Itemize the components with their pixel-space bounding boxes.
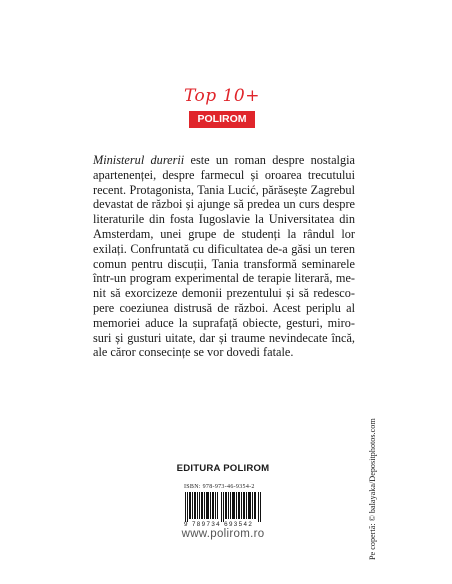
- blurb-line: devastat de război și ajunge să predea un curs despre: [93, 197, 355, 212]
- blurb-line: pere coeziunea distrusă de război. Acest periplu al: [93, 300, 355, 315]
- publisher-name: EDITURA POLIROM: [176, 463, 270, 474]
- blurb-line: suri și gusturi uitate, dar și traume nevindecate încă,: [93, 330, 355, 345]
- barcode-number: 9 789734 693542: [184, 521, 254, 528]
- blurb-line: apartenenței, despre farmecul și oroarea trecutului: [93, 167, 355, 182]
- blurb-line: memoriei aduce la suprafață obiecte, gesturi, miro-: [93, 315, 355, 330]
- cover-photo-credit: Pe copertă: © balayaka/Depositphotos.com: [368, 418, 377, 560]
- blurb-line: recent. Protagonista, Tania Lucić, părăsește Zagrebul: [93, 182, 355, 197]
- blurb-line: ale căror consecințe se vor dovedi fatale.: [93, 345, 294, 360]
- blurb-line: comun pentru discuții, Tania transformă seminarele: [93, 256, 355, 271]
- blurb-line: Ministerul durerii este un roman despre nostalgia: [93, 153, 355, 167]
- book-title-italic: Ministerul durerii: [93, 153, 185, 167]
- isbn-text: ISBN: 978-973-46-9354-2: [184, 484, 255, 490]
- blurb-line: într-un program experimental de terapie literară, me-: [93, 271, 355, 286]
- polirom-badge: POLIROM: [189, 111, 255, 128]
- blurb-line: Amsterdam, unei grupe de studenți la rândul lor: [93, 226, 355, 241]
- barcode-icon: [184, 492, 264, 522]
- blurb-line: exilați. Confruntată cu dificultatea de-a găsi un teren: [93, 241, 355, 256]
- blurb-line: literaturile din fosta Iugoslavie la Universitatea din: [93, 212, 355, 227]
- top10-label: Top 10+: [184, 86, 260, 106]
- blurb-line: nit să exorcizeze demonii prezentului și să redesco-: [93, 286, 355, 301]
- publisher-website: www.polirom.ro: [181, 528, 265, 540]
- back-cover-blurb: [93, 153, 355, 360]
- barcode-block: [184, 484, 264, 528]
- top10-logo: [181, 86, 263, 128]
